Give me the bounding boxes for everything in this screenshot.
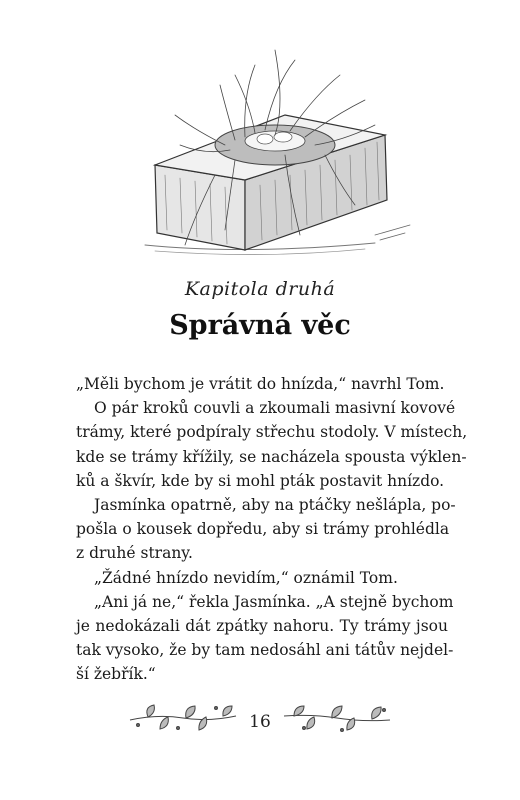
chapter-label: Kapitola druhá [184,278,336,300]
vine-ornament-icon [282,700,392,736]
nest-box-illustration [125,45,415,265]
text-line: tak vysoko, že by tam nedosáhl ani tátův nejdel- [76,641,454,660]
text-line: trámy, které podpíraly střechu stodoly. V místech, [76,423,468,442]
body-text [76,372,468,687]
text-line: ší žebřík.“ [76,665,156,684]
page-number: 16 [249,712,271,732]
text-line: ků a škvír, kde by si mohl pták postavit hnízdo. [76,471,445,490]
text-line: Jasmínka opatrně, aby na ptáčky nešlápla, po- [94,496,456,515]
text-line: kde se trámy křížily, se nacházela spousta výklen- [76,447,467,466]
text-line: O pár kroků couvli a zkoumali masivní kovové [94,399,456,418]
text-line: „Ani já ne,“ řekla Jasmínka. „A stejně bychom [94,592,454,611]
text-line: je nedokázali dát zpátky nahoru. Ty trámy jsou [76,617,448,636]
text-line: „Žádné hnízdo nevidím,“ oznámil Tom. [94,568,398,587]
text-line: z druhé strany. [76,544,193,563]
text-line: pošla o kousek dopředu, aby si trámy prohlédla [76,520,450,539]
chapter-title: Správná věc [169,310,351,341]
text-line: „Měli bychom je vrátit do hnízda,“ navrhl Tom. [76,375,445,393]
